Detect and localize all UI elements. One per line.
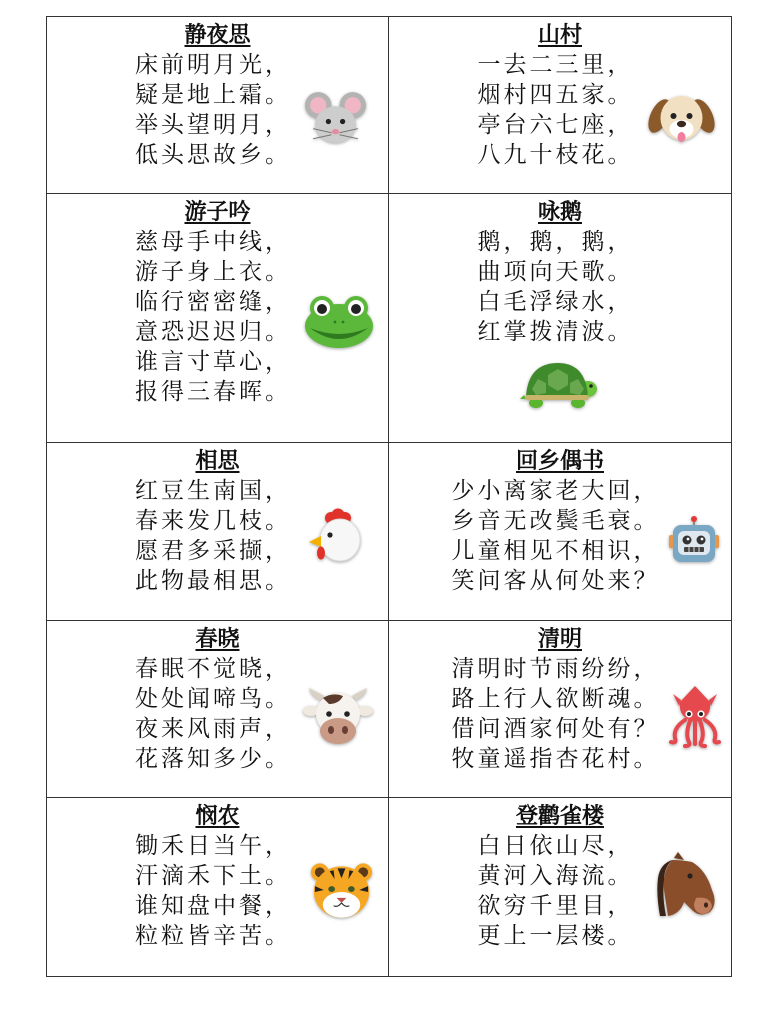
poem-title: 相思 (195, 448, 240, 474)
poem-cell (47, 17, 389, 194)
poem-line: 烟村四五家。 (477, 82, 634, 108)
poem-line: 曲项向天歌。 (477, 259, 634, 285)
cow-icon (303, 684, 373, 749)
poem-line: 报得三春晖。 (135, 379, 291, 405)
poem-line: 床前明月光， (135, 52, 291, 78)
poem-title: 回乡偶书 (515, 448, 604, 474)
poem-line: 举头望明月， (135, 112, 291, 138)
poem-line: 低头思故乡。 (135, 142, 291, 168)
poem-cell (47, 194, 389, 443)
poem-line: 夜来风雨声， (135, 716, 291, 742)
poem-line: 乡音无改鬓毛衰。 (451, 508, 660, 534)
poem-line: 春来发几枝。 (135, 508, 291, 534)
horse-icon (652, 850, 722, 920)
poem-cell (389, 798, 731, 976)
poem-block (389, 197, 731, 347)
poem-title: 春晓 (195, 626, 240, 652)
poem-cell (389, 443, 731, 621)
poem-line: 亭台六七座， (477, 112, 634, 138)
poem-line: 儿童相见不相识， (451, 538, 660, 564)
poem-line: 愿君多采撷， (135, 538, 291, 564)
poem-line: 八九十枝花。 (477, 142, 634, 168)
tiger-icon (308, 860, 375, 922)
poem-line: 黄河入海流。 (477, 863, 634, 889)
poem-title: 清明 (537, 626, 582, 652)
poem-line: 更上一层楼。 (477, 923, 634, 949)
poem-line: 鹅，鹅，鹅， (477, 229, 634, 255)
poem-line: 清明时节雨纷纷， (451, 656, 660, 682)
squid-icon (665, 684, 725, 750)
poem-line: 汗滴禾下土。 (135, 863, 291, 889)
chicken-icon (305, 507, 367, 565)
poem-line: 借问酒家何处有？ (451, 716, 660, 742)
poem-line: 欲穷千里目， (477, 893, 634, 919)
poem-title: 登鹳雀楼 (515, 803, 604, 829)
poem-line: 白日依山尽， (477, 833, 634, 859)
poem-line: 笑问客从何处来？ (451, 568, 660, 594)
poem-line: 锄禾日当午， (135, 833, 291, 859)
poem-cell (47, 798, 389, 976)
poem-line: 处处闻啼鸟。 (135, 686, 291, 712)
poem-line: 疑是地上霜。 (135, 82, 291, 108)
poem-table (46, 16, 732, 977)
poem-line: 意恐迟迟归。 (135, 319, 291, 345)
poem-line: 游子身上衣。 (135, 259, 291, 285)
robot-icon (668, 515, 720, 565)
poem-cell (47, 621, 389, 798)
poem-title: 悯农 (195, 803, 240, 829)
poem-line: 花落知多少。 (135, 746, 291, 772)
poem-line: 红掌拨清波。 (477, 319, 634, 345)
poem-line: 白毛浮绿水， (477, 289, 634, 315)
poem-line: 临行密密缝， (135, 289, 291, 315)
poem-line: 此物最相思。 (135, 568, 291, 594)
poem-line: 春眠不觉晓， (135, 656, 291, 682)
poem-line: 一去二三里， (477, 52, 634, 78)
poem-line: 红豆生南国， (135, 478, 291, 504)
mouse-icon (303, 87, 368, 152)
poem-title: 游子吟 (184, 199, 251, 225)
poem-cell (389, 194, 731, 443)
poem-title: 静夜思 (184, 22, 251, 48)
poem-title: 咏鹅 (537, 199, 582, 225)
poem-line: 粒粒皆辛苦。 (135, 923, 291, 949)
poem-line: 谁知盘中餐， (135, 893, 291, 919)
poem-line: 牧童遥指杏花村。 (451, 746, 660, 772)
dog-icon (645, 88, 718, 150)
poem-cell (47, 443, 389, 621)
poem-cell (389, 621, 731, 798)
poem-cell (389, 17, 731, 194)
poem-title: 山村 (537, 22, 582, 48)
turtle-icon (520, 353, 598, 415)
frog-icon (302, 290, 376, 352)
poem-line: 少小离家老大回， (451, 478, 660, 504)
poem-line: 谁言寸草心， (135, 349, 291, 375)
poem-line: 路上行人欲断魂。 (451, 686, 660, 712)
poem-line: 慈母手中线， (135, 229, 291, 255)
